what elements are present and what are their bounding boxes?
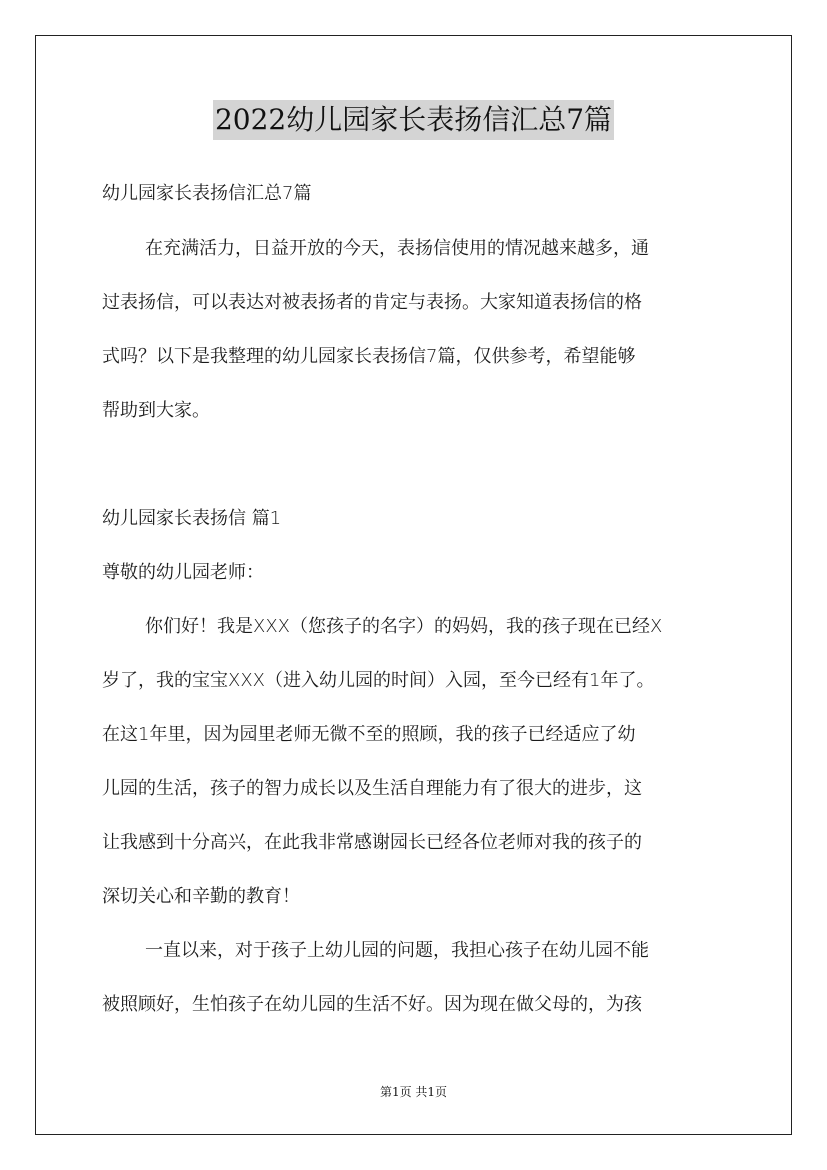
body-line: 被照顾好，生怕孩子在幼儿园的生活不好。因为现在做父母的，为孩 [102,994,642,1015]
body-line: 儿园的生活，孩子的智力成长以及生活自理能力有了很大的进步，这 [102,778,642,799]
section-heading: 幼儿园家长表扬信 篇1 [102,508,282,529]
body-line: 岁了，我的宝宝XXX（进入幼儿园的时间）入园，至今已经有1年了。 [102,670,655,691]
body-line: 在这1年里，因为园里老师无微不至的照顾，我的孩子已经适应了幼 [102,724,636,745]
document-title: 2022幼儿园家长表扬信汇总7篇 [213,100,614,140]
document-subtitle: 幼儿园家长表扬信汇总7篇 [102,183,312,204]
intro-line: 式吗？以下是我整理的幼儿园家长表扬信7篇，仅供参考，希望能够 [102,346,636,367]
intro-line: 在充满活力，日益开放的今天，表扬信使用的情况越来越多，通 [145,238,649,259]
title-container [0,100,827,140]
body-line: 你们好！我是XXX（您孩子的名字）的妈妈，我的孩子现在已经X [145,616,663,637]
body-line: 让我感到十分高兴，在此我非常感谢园长已经各位老师对我的孩子的 [102,832,642,853]
body-line: 深切关心和辛勤的教育！ [102,886,300,907]
salutation: 尊敬的幼儿园老师： [102,562,264,583]
page-number-footer: 第1页 共1页 [379,1085,448,1099]
body-line: 一直以来，对于孩子上幼儿园的问题，我担心孩子在幼儿园不能 [145,940,649,961]
intro-line: 过表扬信，可以表达对被表扬者的肯定与表扬。大家知道表扬信的格 [102,292,642,313]
intro-line: 帮助到大家。 [102,400,210,421]
